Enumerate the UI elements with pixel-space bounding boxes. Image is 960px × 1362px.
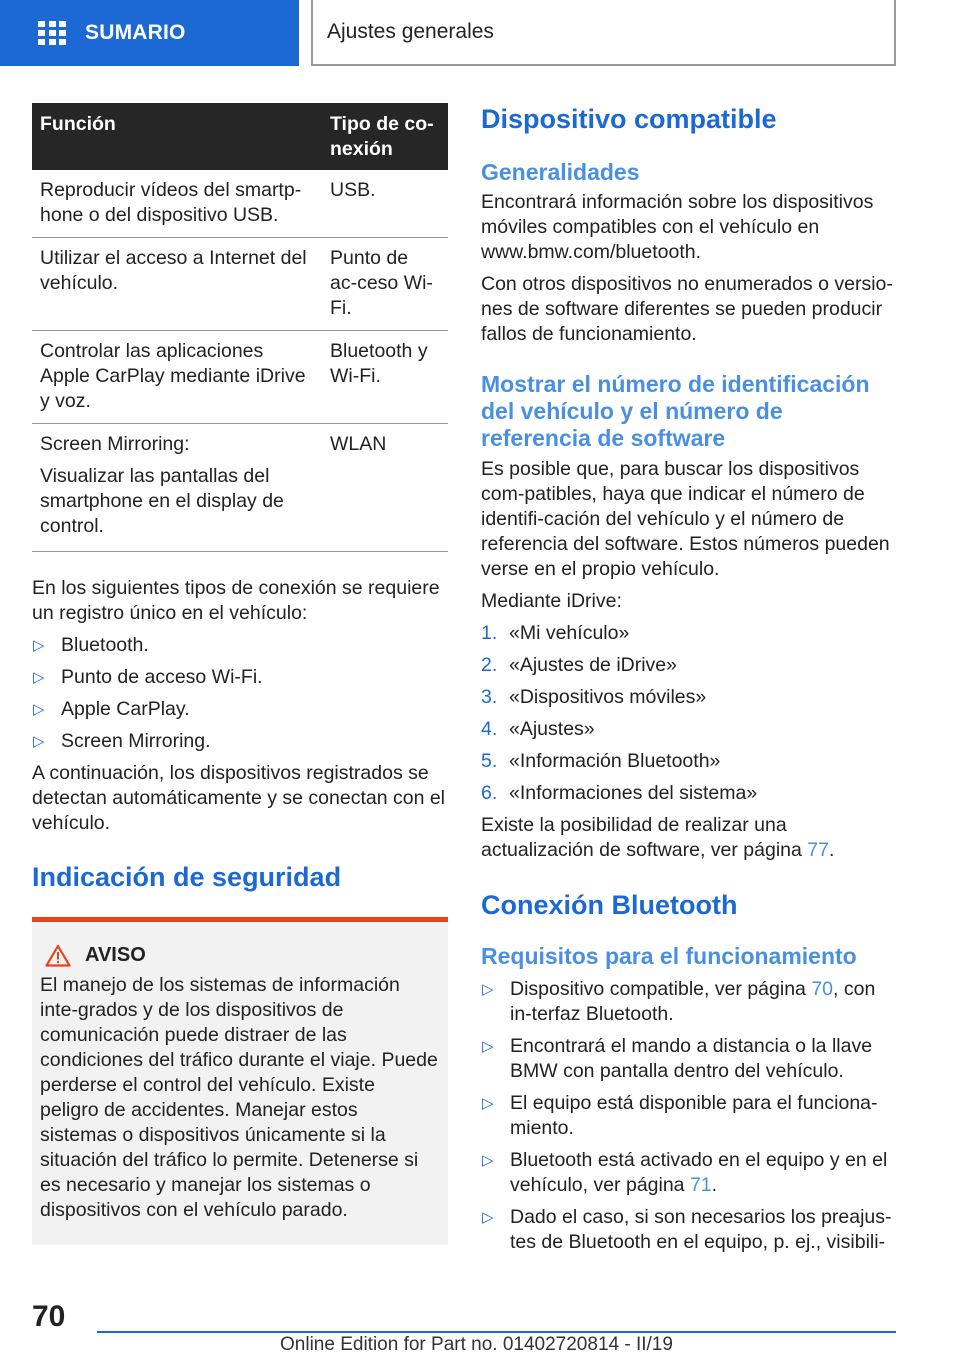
list-item-text: Bluetooth. (61, 634, 149, 656)
registration-intro: En los siguientes tipos de conexión se requiere un registro único en el vehículo: (32, 577, 440, 624)
bluetooth-connection-heading: Conexión Bluetooth (481, 890, 738, 920)
requirements-heading: Requisitos para el funcionamiento (481, 943, 857, 969)
text-span: Existe la posibilidad de realizar una actualización de software, ver página (481, 814, 808, 861)
page-link-70[interactable]: 70 (811, 978, 834, 1000)
triangle-bullet-icon: ▷ (33, 701, 45, 718)
table-cell-function (32, 170, 322, 238)
list-item (32, 729, 448, 754)
connection-type-list (32, 633, 448, 754)
table-cell-function (32, 238, 322, 331)
table-row (32, 424, 448, 552)
list-item-text: Dispositivo compatible, ver página (510, 978, 812, 1000)
step-text: «Informaciones del sistema» (509, 782, 758, 804)
table-row (32, 238, 448, 331)
step-number: 6. (481, 782, 498, 804)
grid-menu-icon (38, 21, 66, 45)
connection-table (32, 103, 448, 552)
cell-text: Controlar las aplicaciones Apple CarPlay mediante iDrive y voz. (40, 340, 306, 412)
idrive-steps-list (481, 621, 897, 806)
list-item (481, 653, 897, 678)
list-item (481, 1148, 897, 1198)
list-item-text: , con in-terfaz Bluetooth. (510, 978, 876, 1025)
table-header-function: Función (32, 103, 322, 170)
step-text: «Ajustes» (509, 718, 595, 740)
step-text: «Información Bluetooth» (509, 750, 721, 772)
table-cell-type: WLAN (322, 424, 448, 552)
footer-divider (97, 1331, 896, 1333)
triangle-bullet-icon: ▷ (33, 733, 45, 750)
software-update-paragraph (481, 813, 897, 863)
table-cell-type: Bluetooth y Wi-Fi. (322, 331, 448, 424)
warning-box (32, 917, 448, 1245)
triangle-bullet-icon: ▷ (482, 1038, 494, 1055)
section-title: Ajustes generales (327, 20, 494, 43)
left-column (32, 103, 448, 1245)
edition-text: Online Edition for Part no. 01402720814 - II/19 (280, 1334, 673, 1355)
list-item-text: . (711, 1174, 718, 1196)
step-text: «Ajustes de iDrive» (509, 654, 677, 676)
section-title-tab[interactable] (311, 0, 896, 66)
list-item-text: Dado el caso, si son necesarios los preajus-tes de Bluetooth en el equipo, p. ej., visibili- (510, 1206, 892, 1253)
cell-text: Visualizar las pantallas del smartphone en el display de control. (40, 465, 284, 537)
list-item (481, 1091, 897, 1141)
table-cell-type: USB. (322, 170, 448, 238)
safety-heading: Indicación de seguridad (32, 862, 342, 892)
list-item (481, 1205, 897, 1255)
step-number: 1. (481, 622, 498, 644)
table-cell-function (32, 331, 322, 424)
list-item-text: El equipo está disponible para el funciona-miento. (510, 1092, 878, 1139)
list-item (481, 781, 897, 806)
list-item-text: Punto de acceso Wi-Fi. (61, 666, 263, 688)
warning-text: El manejo de los sistemas de información inte-grados y de los dispositivos de comunicación puede distraer de las condiciones del tráfico durante el viaje. Puede perderse el control del vehículo. Existe peligro de accidentes. Manejar estos sistemas o dispositivos únicamente si la situación del tráfico lo permite. Detenerse si es necesario y manejar los sistemas o dispositivos con el vehículo parado. (40, 974, 438, 1221)
list-item (32, 697, 448, 722)
list-item (32, 665, 448, 690)
vin-heading: Mostrar el número de identificación del vehículo y el número de referencia de software (481, 371, 870, 451)
right-column (481, 103, 897, 1255)
table-row (32, 331, 448, 424)
list-item (481, 977, 897, 1027)
triangle-bullet-icon: ▷ (482, 1209, 494, 1226)
cell-text: Reproducir vídeos del smartp-hone o del dispositivo USB. (40, 179, 302, 226)
triangle-bullet-icon: ▷ (33, 669, 45, 686)
list-item (481, 685, 897, 710)
table-header-connection-type: Tipo de co-nexión (322, 103, 448, 170)
page-number: 70 (32, 1300, 66, 1333)
general-heading: Generalidades (481, 159, 640, 185)
general-paragraph-2: Con otros dispositivos no enumerados o versio-nes de software diferentes se pueden producir fallos de funcionamiento. (481, 273, 893, 345)
triangle-bullet-icon: ▷ (33, 637, 45, 654)
warning-header (40, 944, 438, 967)
general-paragraph-1: Encontrará información sobre los dispositivos móviles compatibles con el vehículo en www.bmw.com/bluetooth. (481, 191, 874, 263)
triangle-bullet-icon: ▷ (482, 981, 494, 998)
auto-connect-text: A continuación, los dispositivos registrados se detectan automáticamente y se conectan con el vehículo. (32, 762, 446, 834)
table-row (32, 170, 448, 238)
requirements-list (481, 977, 897, 1255)
list-item (32, 633, 448, 658)
cell-text: Screen Mirroring: (40, 433, 190, 455)
table-header-row (32, 103, 448, 170)
step-text: «Dispositivos móviles» (509, 686, 707, 708)
list-item-text: Bluetooth está activado en el equipo y en el vehículo, ver página (510, 1149, 888, 1196)
compatible-device-heading: Dispositivo compatible (481, 104, 777, 134)
step-number: 4. (481, 718, 498, 740)
table-cell-type: Punto de ac-ceso Wi-Fi. (322, 238, 448, 331)
list-item (481, 749, 897, 774)
list-item (481, 1034, 897, 1084)
step-number: 5. (481, 750, 498, 772)
idrive-intro: Mediante iDrive: (481, 590, 622, 612)
vin-paragraph: Es posible que, para buscar los dispositivos com-patibles, haya que indicar el número de identifi-cación del vehículo y el número de referencia del software. Estos números pueden verse en el propio vehículo. (481, 458, 890, 580)
page-link-71[interactable]: 71 (689, 1174, 712, 1196)
warning-title: AVISO (85, 944, 146, 966)
list-item-text: Encontrará el mando a distancia o la llave BMW con pantalla dentro del vehículo. (510, 1035, 873, 1082)
triangle-bullet-icon: ▷ (482, 1095, 494, 1112)
table-cell-function (32, 424, 322, 552)
text-span: . (828, 839, 835, 861)
sumario-button[interactable] (0, 0, 299, 66)
page-link-77[interactable]: 77 (807, 839, 829, 861)
step-number: 2. (481, 654, 498, 676)
warning-triangle-icon (45, 944, 71, 967)
list-item-text: Screen Mirroring. (61, 730, 211, 752)
list-item (481, 621, 897, 646)
list-item (481, 717, 897, 742)
step-text: «Mi vehículo» (509, 622, 630, 644)
list-item-text: Apple CarPlay. (61, 698, 190, 720)
page-header (0, 0, 960, 66)
sumario-label: SUMARIO (85, 21, 186, 44)
step-number: 3. (481, 686, 498, 708)
cell-text: Utilizar el acceso a Internet del vehículo. (40, 247, 307, 294)
triangle-bullet-icon: ▷ (482, 1152, 494, 1169)
